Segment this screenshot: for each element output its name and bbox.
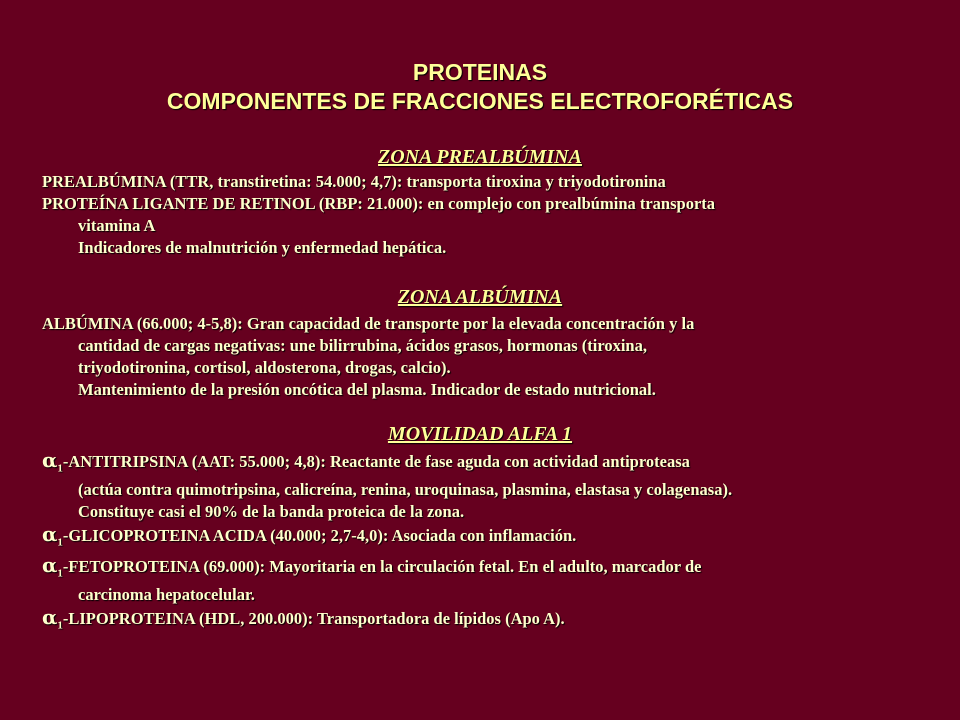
text-line: PROTEÍNA LIGANTE DE RETINOL (RBP: 21.000): en complejo con prealbúmina transporta: [42, 194, 716, 213]
text-line-content: -FETOPROTEINA (69.000): Mayoritaria en la circulación fetal. En el adulto, marcador de: [62, 556, 702, 576]
text-line: [42, 523, 942, 553]
text-line: (actúa contra quimotripsina, calicreína, renina, uroquinasa, plasmina, elastasa y colagenasa).: [78, 480, 733, 500]
section-body-prealbumina: [42, 171, 942, 259]
text-line: cantidad de cargas negativas: une bilirrubina, ácidos grasos, hormonas (tiroxina,: [78, 336, 647, 355]
text-line-content: -GLICOPROTEINA ACIDA (40.000; 2,7-4,0): Asociada con inflamación.: [62, 526, 577, 546]
section-heading-albumina: ZONA ALBÚMINA: [397, 286, 563, 308]
alpha-subscript: 1: [57, 462, 63, 475]
text-line: Mantenimiento de la presión oncótica del plasma. Indicador de estado nutricional.: [78, 380, 656, 399]
title-line-2: COMPONENTES DE FRACCIONES ELECTROFORÉTICAS: [166, 88, 794, 114]
alpha-symbol: α: [42, 604, 58, 629]
section-body-albumina: [42, 313, 942, 401]
alpha-symbol: α: [42, 552, 58, 577]
alpha-symbol: α: [42, 522, 58, 547]
text-line: Indicadores de malnutrición y enfermedad hepática.: [78, 238, 447, 257]
alpha-symbol: α: [42, 448, 58, 472]
title-line-1: PROTEINAS: [412, 59, 548, 85]
text-line-content: -LIPOPROTEINA (HDL, 200.000): Transportadora de lípidos (Apo A).: [62, 608, 565, 628]
text-line: vitamina A: [78, 216, 156, 235]
text-line: Constituye casi el 90% de la banda proteica de la zona.: [78, 502, 465, 522]
section-heading-prealbumina: ZONA PREALBÚMINA: [378, 146, 582, 168]
alpha-subscript: 1: [57, 566, 63, 579]
section-body-alfa1: [42, 449, 942, 636]
alpha-subscript: 1: [57, 619, 63, 632]
alpha-subscript: 1: [57, 536, 63, 549]
slide-title: [0, 58, 960, 116]
text-line: [42, 554, 942, 584]
text-line: [42, 606, 942, 636]
text-line: ALBÚMINA (66.000; 4-5,8): Gran capacidad de transporte por la elevada concentración y la: [42, 314, 695, 333]
text-line: triyodotironina, cortisol, aldosterona, drogas, calcio).: [78, 358, 451, 377]
section-heading-alfa1: MOVILIDAD ALFA 1: [387, 423, 573, 445]
text-line: carcinoma hepatocelular.: [78, 584, 255, 604]
text-line: [42, 449, 942, 479]
text-line-content: -ANTITRIPSINA (AAT: 55.000; 4,8): Reactante de fase aguda con actividad antiproteasa: [62, 452, 690, 471]
text-line: PREALBÚMINA (TTR, transtiretina: 54.000; 4,7): transporta tiroxina y triyodotironina: [42, 172, 666, 191]
